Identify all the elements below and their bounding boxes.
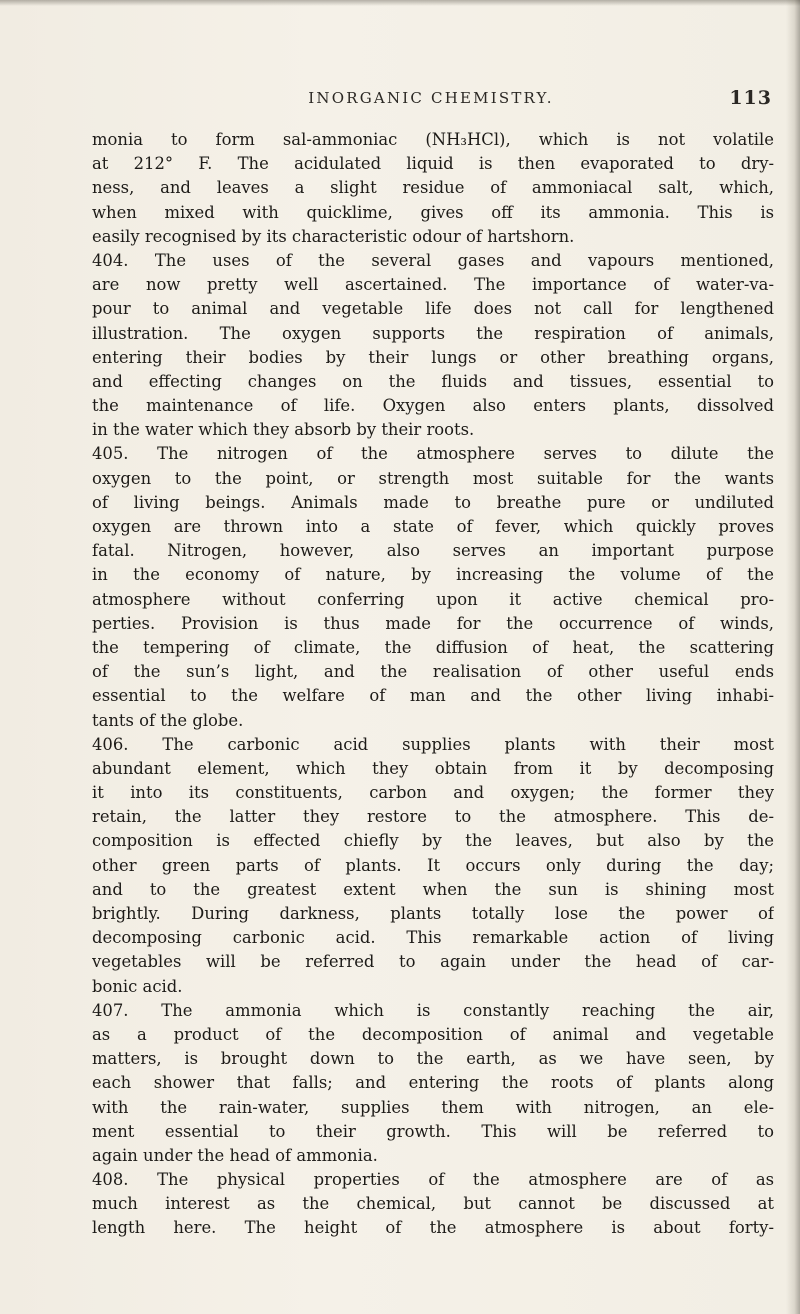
body-text bbox=[92, 128, 774, 1241]
text-line: essential to the welfare of man and the other living inhabi- bbox=[92, 686, 774, 706]
text-line: other green parts of plants. It occurs only during the day; bbox=[92, 855, 774, 875]
text-line: 408. The physical properties of the atmosphere are of as bbox=[92, 1170, 774, 1190]
text-line: and effecting changes on the fluids and tissues, essential to bbox=[92, 371, 774, 391]
text-line: 406. The carbonic acid supplies plants with their most bbox=[92, 734, 774, 754]
page-top-shadow bbox=[0, 0, 800, 6]
text-line: 405. The nitrogen of the atmosphere serves to dilute the bbox=[92, 444, 774, 464]
text-line: with the rain-water, supplies them with nitrogen, an ele- bbox=[92, 1097, 774, 1117]
text-line: at 212° F. The acidulated liquid is then evaporated to dry- bbox=[92, 154, 774, 174]
text-line: retain, the latter they restore to the atmosphere. This de- bbox=[92, 807, 774, 827]
text-line: matters, is brought down to the earth, as we have seen, by bbox=[92, 1049, 774, 1069]
text-line: oxygen to the point, or strength most suitable for the wants bbox=[92, 468, 774, 488]
text-line: atmosphere without conferring upon it active chemical pro- bbox=[92, 589, 774, 609]
text-line: perties. Provision is thus made for the occurrence of winds, bbox=[92, 613, 774, 633]
text-line: monia to form sal-ammoniac (NH₃HCl), which is not volatile bbox=[92, 130, 774, 149]
running-head bbox=[90, 89, 772, 111]
text-line: each shower that falls; and entering the roots of plants along bbox=[92, 1073, 774, 1093]
text-line: pour to animal and vegetable life does not call for lengthened bbox=[92, 299, 774, 319]
text-line: in the water which they absorb by their roots. bbox=[92, 420, 475, 440]
text-line: 407. The ammonia which is constantly reaching the air, bbox=[92, 1000, 774, 1020]
text-line: 404. The uses of the several gases and vapours mentioned, bbox=[92, 250, 774, 270]
text-line: abundant element, which they obtain from it by decomposing bbox=[92, 758, 774, 778]
text-line: oxygen are thrown into a state of fever, which quickly proves bbox=[92, 517, 774, 536]
text-line: ness, and leaves a slight residue of ammoniacal salt, which, bbox=[92, 178, 774, 198]
text-line: decomposing carbonic acid. This remarkable action of living bbox=[92, 928, 774, 948]
text-line: it into its constituents, carbon and oxygen; the former they bbox=[92, 783, 774, 803]
text-line: length here. The height of the atmosphere is about forty- bbox=[92, 1218, 774, 1238]
text-line: the tempering of climate, the diffusion of heat, the scattering bbox=[92, 637, 774, 657]
text-line: fatal. Nitrogen, however, also serves an important purpose bbox=[92, 541, 774, 561]
text-line: bonic acid. bbox=[92, 976, 183, 996]
text-line: illustration. The oxygen supports the respiration of animals, bbox=[92, 323, 774, 343]
text-line: ment essential to their growth. This will be referred to bbox=[92, 1121, 774, 1141]
text-line: are now pretty well ascertained. The importance of water-va- bbox=[92, 275, 774, 295]
text-line: as a product of the decomposition of animal and vegetable bbox=[92, 1024, 774, 1044]
text-line: the maintenance of life. Oxygen also enters plants, dissolved bbox=[92, 396, 774, 416]
text-line: composition is effected chiefly by the leaves, but also by the bbox=[92, 831, 774, 851]
text-line: of living beings. Animals made to breathe pure or undiluted bbox=[92, 492, 774, 512]
text-line: and to the greatest extent when the sun is shining most bbox=[92, 879, 774, 899]
text-line: of the sun’s light, and the realisation of other useful ends bbox=[92, 662, 774, 682]
text-line: when mixed with quicklime, gives off its ammonia. This is bbox=[92, 202, 774, 222]
text-line: vegetables will be referred to again under the head of car- bbox=[92, 952, 774, 972]
text-line: brightly. During darkness, plants totally lose the power of bbox=[92, 904, 774, 923]
running-title: INORGANIC CHEMISTRY. bbox=[308, 89, 554, 107]
text-line: tants of the globe. bbox=[92, 710, 244, 730]
text-line: easily recognised by its characteristic odour of hartshorn. bbox=[92, 226, 575, 246]
page-right-edge bbox=[786, 0, 800, 1314]
text-line: again under the head of ammonia. bbox=[92, 1145, 378, 1165]
text-line: entering their bodies by their lungs or other breathing organs, bbox=[92, 347, 774, 367]
text-line: much interest as the chemical, but cannot be discussed at bbox=[92, 1194, 774, 1214]
page-number: 113 bbox=[729, 87, 772, 109]
text-line: in the economy of nature, by increasing the volume of the bbox=[92, 565, 774, 585]
